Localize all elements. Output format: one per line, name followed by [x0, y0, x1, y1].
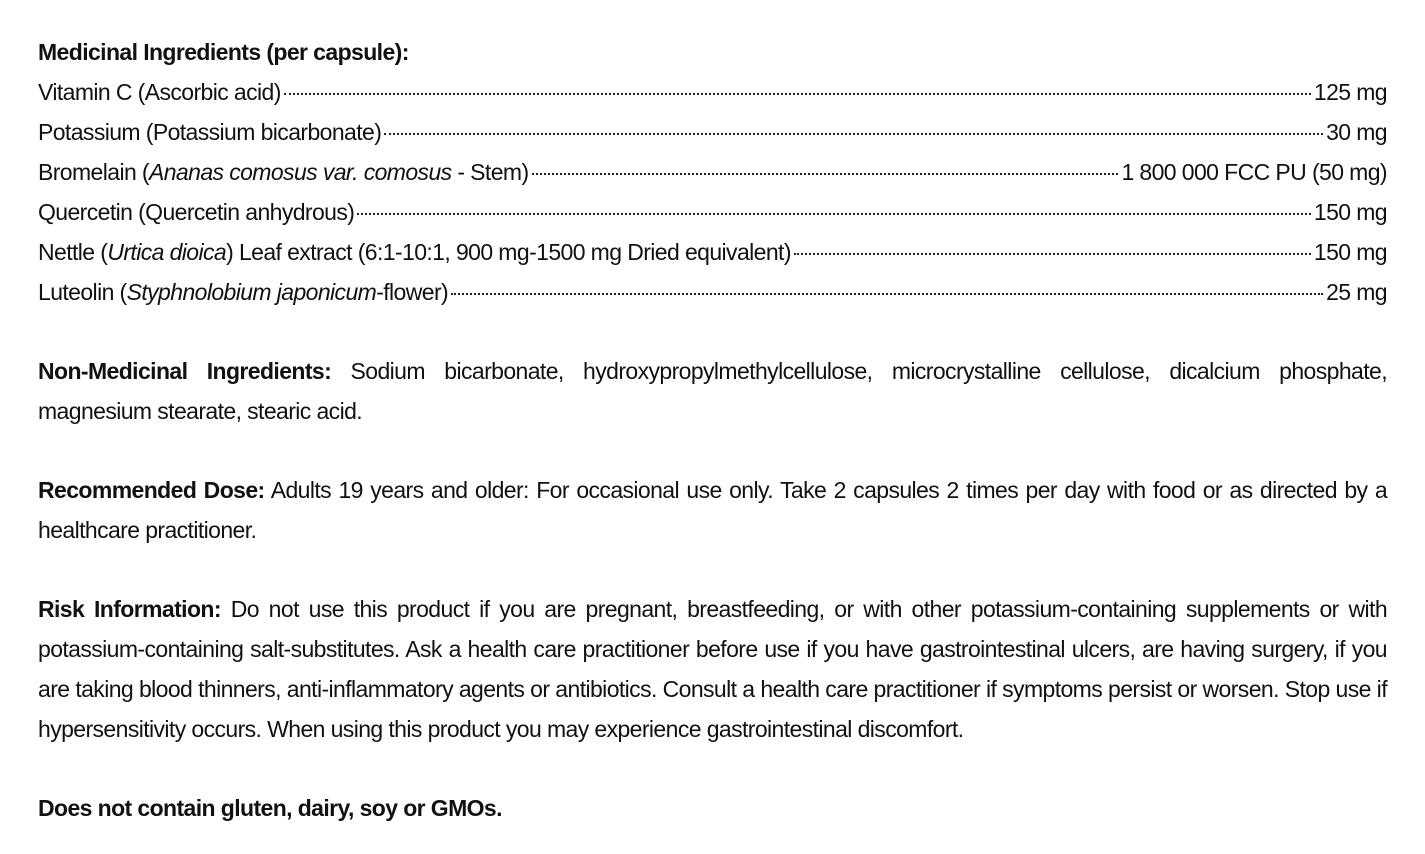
ingredient-name: Potassium (Potassium bicarbonate) — [38, 119, 382, 145]
dot-leader — [794, 253, 1311, 255]
ingredient-row-bromelain — [38, 152, 1387, 192]
risk-information-text: Do not use this product if you are pregnant, breastfeeding, or with other potassium-containing supplements or with potassium-containing salt-substitutes. Ask a health care practitioner before use if you have gastrointestinal ulcers, are having surgery, if you are taking blood thinners, anti-inflammatory agents or antibiotics. Consult a health care practitioner if symptoms persist or worsen. Stop use if hypersensitivity occurs. When using this product you may experience gastrointestinal discomfort. — [38, 596, 1388, 742]
dot-leader — [532, 173, 1119, 175]
dot-leader — [284, 93, 1311, 95]
ingredient-name: Vitamin C (Ascorbic acid) — [38, 79, 281, 105]
ingredient-amount: 150 mg — [1313, 239, 1387, 265]
ingredient-name: Bromelain (Ananas comosus var. comosus - Stem) — [38, 159, 529, 185]
ingredient-amount: 1 800 000 FCC PU (50 mg) — [1121, 159, 1387, 185]
ingredient-row-quercetin — [38, 192, 1387, 232]
ingredient-name: Quercetin (Quercetin anhydrous) — [38, 199, 355, 225]
recommended-dose-label: Recommended Dose: — [38, 477, 265, 503]
risk-information-label: Risk Information: — [38, 596, 221, 622]
recommended-dose-text: Adults 19 years and older: For occasional use only. Take 2 capsules 2 times per day with food or as directed by a healthcare practitioner. — [38, 477, 1388, 543]
ingredient-row-vitamin-c — [38, 72, 1387, 112]
allergen-statement: Does not contain gluten, dairy, soy or GMOs. — [38, 795, 502, 821]
non-medicinal-label: Non-Medicinal Ingredients: — [38, 358, 332, 384]
ingredient-row-potassium — [38, 112, 1387, 152]
non-medicinal-text: Sodium bicarbonate, hydroxypropylmethylcellulose, microcrystalline cellulose, dicalcium phosphate, magnesium stearate, stearic acid. — [38, 358, 1387, 424]
ingredient-amount: 25 mg — [1326, 279, 1387, 305]
dot-leader — [357, 213, 1311, 215]
ingredient-amount: 150 mg — [1313, 199, 1387, 225]
section-spacer — [38, 749, 1387, 788]
ingredient-row-luteolin — [38, 272, 1387, 312]
product-label-document — [38, 32, 1387, 828]
ingredient-amount: 125 mg — [1313, 79, 1387, 105]
medicinal-ingredients-heading: Medicinal Ingredients (per capsule): — [38, 39, 409, 65]
ingredient-row-nettle — [38, 232, 1387, 272]
section-spacer — [38, 312, 1387, 351]
ingredient-amount: 30 mg — [1326, 119, 1387, 145]
section-spacer — [38, 550, 1387, 589]
section-spacer — [38, 431, 1387, 470]
non-medicinal-ingredients — [38, 351, 1387, 431]
dot-leader — [451, 293, 1323, 295]
ingredient-name: Luteolin (Styphnolobium japonicum-flower) — [38, 279, 449, 305]
risk-information — [38, 589, 1387, 749]
dot-leader — [384, 133, 1323, 135]
ingredient-name: Nettle (Urtica dioica) Leaf extract (6:1-10:1, 900 mg-1500 mg Dried equivalent) — [38, 239, 791, 265]
recommended-dose — [38, 470, 1387, 550]
